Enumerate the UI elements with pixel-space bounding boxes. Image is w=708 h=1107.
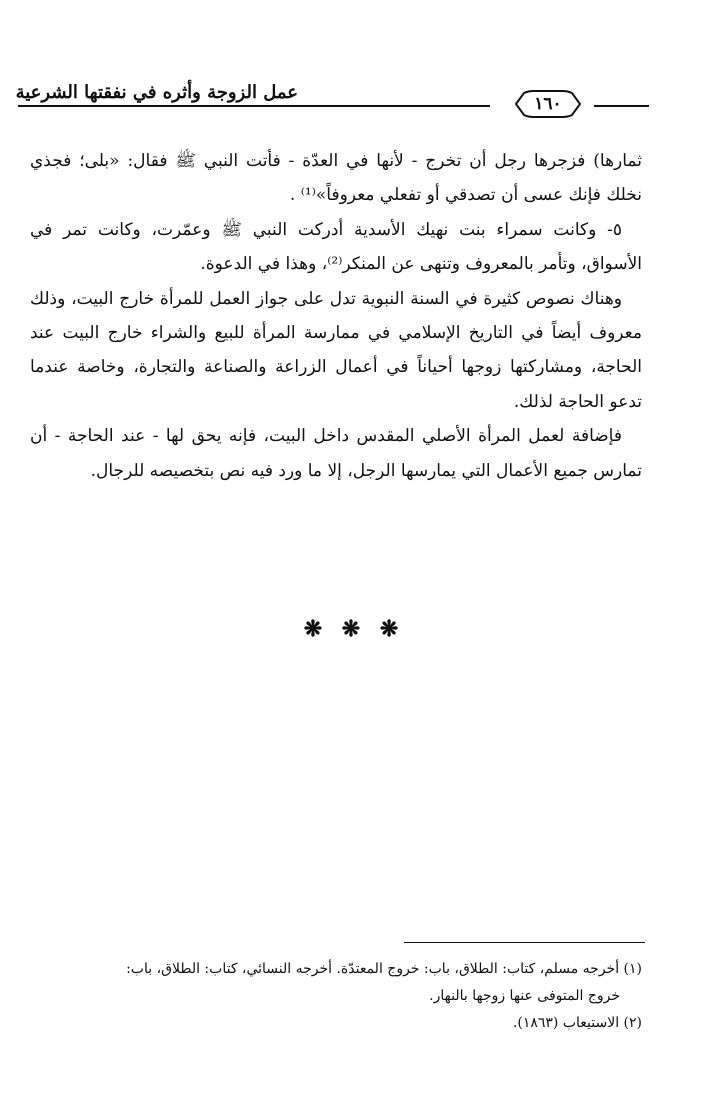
- footnote-rule: [404, 942, 645, 943]
- footnote-1: (١) أخرجه مسلم، كتاب: الطلاق، باب: خروج المعتدّة. أخرجه النسائي، كتاب: الطلاق، باب:: [126, 961, 642, 977]
- footnote-2: (٢) الاستيعاب (١٨٦٣).: [512, 1015, 642, 1031]
- footnotes: [30, 956, 642, 1037]
- paragraph-texts: وهناك نصوص كثيرة في السنة النبوية تدل على جواز العمل للمرأة خارج البيت، وذلك معروف أيضاً في التاريخ الإسلامي في ممارسة المرأة للبيع والشراء خارج البيت عند الحاجة، ومشاركتها زوجها أحياناً في أعمال الزراعة والصناعة والتجارة، وخاصة عندما تدعو الحاجة لذلك.: [30, 288, 642, 412]
- header-rule-left: [18, 105, 490, 107]
- body-text: [30, 144, 642, 488]
- paragraph-item-5: ٥- وكانت سمراء بنت نهيك الأسدية أدركت النبي ﷺ وعمّرت، وكانت تمر في الأسواق، وتأمر بالمعروف وتنهى عن المنكر⁽²⁾، وهذا في الدعوة.: [30, 219, 642, 275]
- paragraph-conclusion: فإضافة لعمل المرأة الأصلي المقدس داخل البيت، فإنه يحق لها - عند الحاجة - أن تمارس جميع الأعمال التي يمارسها الرجل، إلا ما ورد فيه نص بتخصيصه للرجال.: [30, 426, 642, 481]
- header-rule-right: [594, 105, 649, 107]
- footnote-1-continuation: خروج المتوفى عنها زوجها بالنهار.: [429, 988, 620, 1004]
- page-number-frame: [514, 90, 582, 118]
- running-header-title: عمل الزوجة وأثره في نفقتها الشرعية: [15, 82, 298, 103]
- paragraph-hadith-continuation: ثمارها) فزجرها رجل أن تخرج - لأنها في العدّة - فأتت النبي ﷺ فقال: «بلى؛ فجذي نخلك فإنك عسى أن تصدقي أو تفعلي معروفاً»⁽¹⁾ .: [30, 151, 642, 206]
- page-number: ١٦٠: [534, 94, 562, 114]
- section-separator: ❋ ❋ ❋: [303, 616, 405, 642]
